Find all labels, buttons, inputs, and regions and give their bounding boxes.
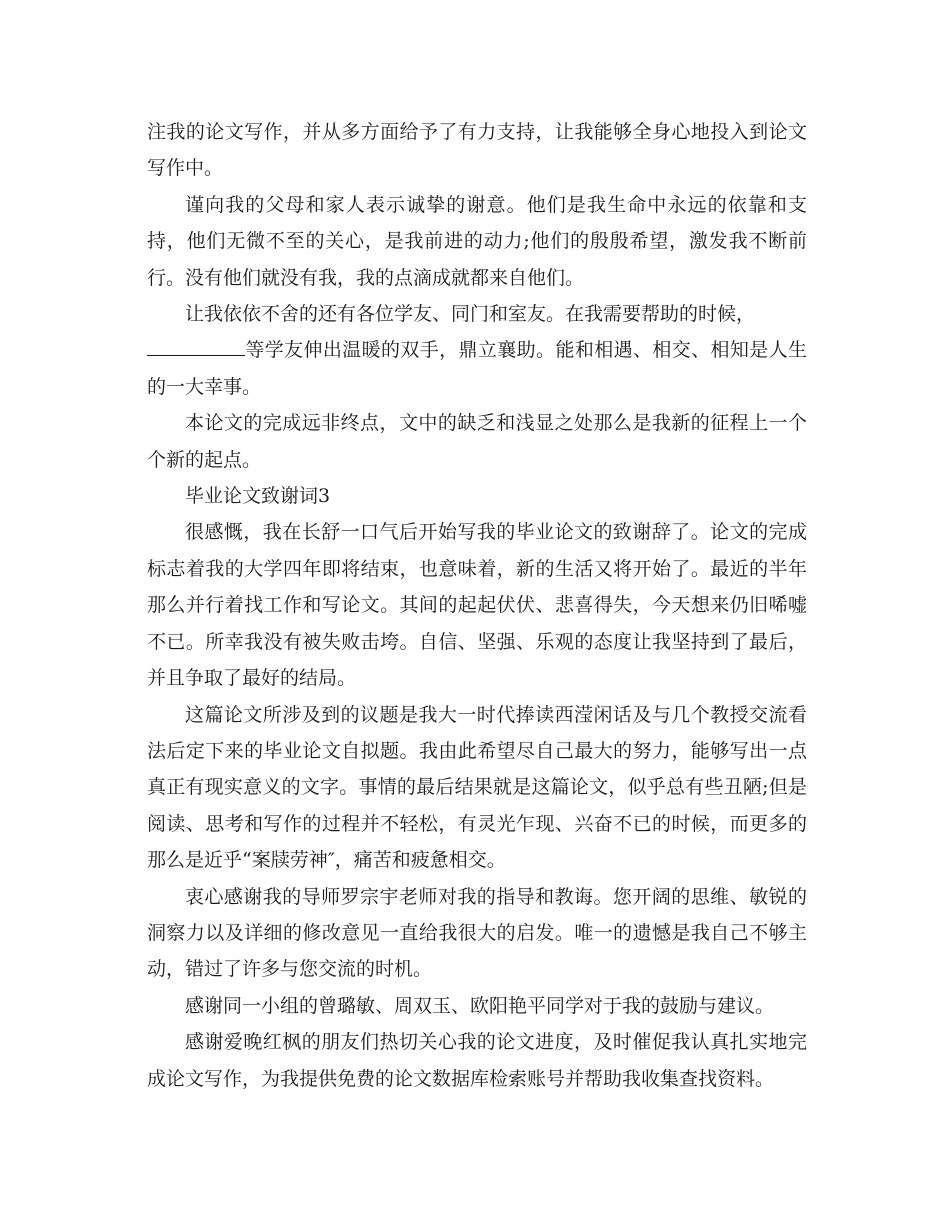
document-body [147, 114, 807, 1097]
paragraph: 很感慨，我在长舒一口气后开始写我的毕业论文的致谢辞了。论文的完成标志着我的大学四年即将结束，也意味着，新的生活又将开始了。最近的半年那么并行着找工作和写论文。其间的起起伏伏、悲喜得失，今天想来仍旧唏嘘不已。所幸我没有被失败击垮。自信、坚强、乐观的态度让我坚持到了最后，并且争取了最好的结局。 [147, 521, 807, 690]
paragraph: 注我的论文写作，并从多方面给予了有力支持，让我能够全身心地投入到论文写作中。 [147, 121, 807, 180]
paragraph: 本论文的完成远非终点，文中的缺乏和浅显之处那么是我新的征程上一个个新的起点。 [147, 412, 807, 471]
fill-in-blank [147, 333, 245, 356]
paragraph: 谨向我的父母和家人表示诚挚的谢意。他们是我生命中永远的依靠和支持，他们无微不至的关心，是我前进的动力;他们的殷殷希望，激发我不断前行。没有他们就没有我，我的点滴成就都来自他们。 [147, 193, 807, 289]
paragraph: 让我依依不舍的还有各位学友、同门和室友。在我需要帮助的时候， [185, 303, 756, 326]
paragraph-with-blank [147, 332, 807, 405]
section-heading: 毕业论文致谢词3 [185, 485, 331, 508]
paragraph: 感谢同一小组的曾璐敏、周双玉、欧阳艳平同学对于我的鼓励与建议。 [185, 994, 775, 1017]
paragraph: 感谢爱晚红枫的朋友们热切关心我的论文进度，及时催促我认真扎实地完成论文写作，为我提供免费的论文数据库检索账号并帮助我收集查找资料。 [147, 1031, 807, 1090]
paragraph: 这篇论文所涉及到的议题是我大一时代捧读西滢闲话及与几个教授交流看法后定下来的毕业论文自拟题。我由此希望尽自己最大的努力，能够写出一点真正有现实意义的文字。事情的最后结果就是这篇论文，似乎总有些丑陋;但是阅读、思考和写作的过程并不轻松，有灵光乍现、兴奋不已的时候，而更多的那么是近乎“案牍劳神″，痛苦和疲惫相交。 [147, 703, 807, 872]
paragraph: 衷心感谢我的导师罗宗宇老师对我的指导和教诲。您开阔的思维、敏锐的洞察力以及详细的修改意见一直给我很大的启发。唯一的遗憾是我自己不够主动，错过了许多与您交流的时机。 [147, 885, 807, 981]
paragraph-text: 等学友伸出温暖的双手，鼎立襄助。能和相遇、相交、相知是人生的一大幸事。 [147, 339, 807, 398]
